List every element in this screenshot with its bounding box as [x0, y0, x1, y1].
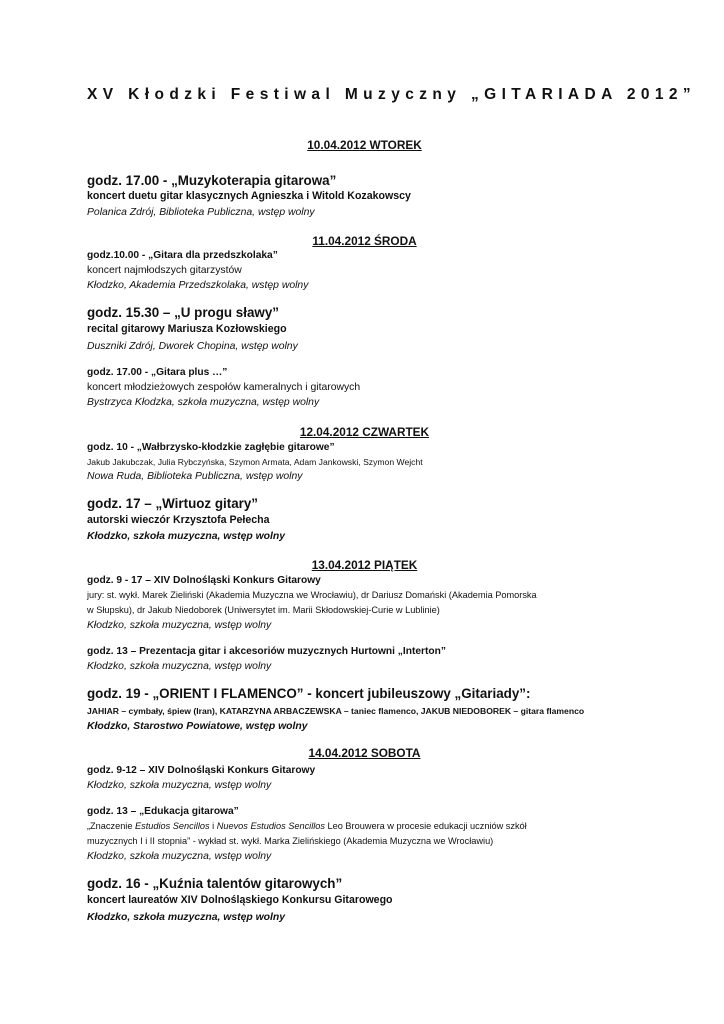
event-description: recital gitarowy Mariusza Kozłowskiego	[87, 323, 287, 335]
event-performers: Jakub Jakubczak, Julia Rybczyńska, Szymon Armata, Adam Jankowski, Szymon Wejcht	[87, 457, 423, 467]
event-description: autorski wieczór Krzysztofa Pełecha	[87, 514, 270, 526]
page-title: XV Kłodzki Festiwal Muzyczny „GITARIADA 2012”	[87, 86, 697, 103]
day-heading-wednesday: 11.04.2012 ŚRODA	[312, 234, 417, 248]
day-heading-saturday: 14.04.2012 SOBOTA	[308, 746, 421, 760]
event-venue: Kłodzko, szkoła muzyczna, wstęp wolny	[87, 661, 272, 672]
day-heading-friday: 13.04.2012 PIĄTEK	[311, 558, 418, 572]
event-venue: Nowa Ruda, Biblioteka Publiczna, wstęp wolny	[87, 471, 303, 482]
event-jury-line-1: jury: st. wykł. Marek Zieliński (Akademia Muzyczna we Wrocławiu), dr Dariusz Domański (Akademia Pomorska	[87, 590, 537, 600]
event-title: godz. 9 - 17 – XIV Dolnośląski Konkurs Gitarowy	[87, 575, 321, 586]
event-title: godz. 13 – „Edukacja gitarowa”	[87, 806, 239, 817]
event-venue: Bystrzyca Kłodzka, szkoła muzyczna, wstęp wolny	[87, 397, 320, 408]
text-segment: „Znaczenie	[87, 821, 136, 831]
event-title: godz. 19 - „ORIENT I FLAMENCO” - koncert jubileuszowy „Gitariady”:	[87, 686, 531, 701]
event-jury-line-2: w Słupsku), dr Jakub Niedoborek (Uniwersytet im. Marii Skłodowskiej-Curie w Lublinie)	[87, 605, 440, 615]
event-venue: Kłodzko, szkoła muzyczna, wstęp wolny	[87, 851, 272, 862]
event-title: godz. 13 – Prezentacja gitar i akcesoriów muzycznych Hurtowni „Interton”	[87, 646, 446, 657]
text-segment-italic: Estudios Sencillos	[135, 821, 210, 831]
event-title: godz. 10 - „Wałbrzysko-kłodzkie zagłębie gitarowe”	[87, 442, 335, 453]
text-segment: Leo Brouwera w procesie edukacji uczniów szkół	[325, 821, 527, 831]
event-venue: Kłodzko, Starostwo Powiatowe, wstęp wolny	[87, 721, 308, 732]
event-venue: Duszniki Zdrój, Dworek Chopina, wstęp wolny	[87, 341, 298, 352]
day-heading-thursday: 12.04.2012 CZWARTEK	[299, 425, 430, 439]
event-title: godz.10.00 - „Gitara dla przedszkolaka”	[87, 250, 278, 261]
event-title: godz. 17 – „Wirtuoz gitary”	[87, 496, 258, 511]
event-description: koncert młodzieżowych zespołów kameralnych i gitarowych	[87, 382, 361, 393]
event-venue: Kłodzko, szkoła muzyczna, wstęp wolny	[87, 780, 272, 791]
event-description: koncert duetu gitar klasycznych Agnieszka i Witold Kozakowscy	[87, 190, 411, 202]
event-venue: Kłodzko, szkoła muzyczna, wstęp wolny	[87, 912, 286, 923]
lecture-description-line-2: muzycznych I i II stopnia” - wykład st. wykł. Marka Zielińskiego (Akademia Muzyczna we Wrocławiu)	[87, 836, 494, 846]
event-venue: Kłodzko, Akademia Przedszkolaka, wstęp wolny	[87, 280, 309, 291]
event-venue: Kłodzko, szkoła muzyczna, wstęp wolny	[87, 620, 272, 631]
event-venue: Polanica Zdrój, Biblioteka Publiczna, wstęp wolny	[87, 207, 315, 218]
lecture-description-line-1	[87, 820, 527, 833]
text-segment: i	[209, 821, 217, 831]
text-segment-italic: Nuevos Estudios Sencillos	[216, 821, 325, 831]
event-description: koncert laureatów XIV Dolnośląskiego Konkursu Gitarowego	[87, 894, 393, 906]
event-description: koncert najmłodszych gitarzystów	[87, 265, 242, 276]
event-title: godz. 17.00 - „Gitara plus …”	[87, 367, 228, 378]
event-title: godz. 17.00 - „Muzykoterapia gitarowa”	[87, 173, 337, 188]
event-title: godz. 9-12 – XIV Dolnośląski Konkurs Gitarowy	[87, 765, 316, 776]
event-venue: Kłodzko, szkoła muzyczna, wstęp wolny	[87, 531, 286, 542]
event-title: godz. 15.30 – „U progu sławy”	[87, 305, 279, 320]
event-title: godz. 16 - „Kuźnia talentów gitarowych”	[87, 876, 343, 891]
day-heading-tuesday: 10.04.2012 WTOREK	[307, 138, 422, 152]
event-performers: JAHIAR – cymbały, śpiew (Iran), KATARZYNA ARBACZEWSKA – taniec flamenco, JAKUB NIEDOBOREK – gitara flamenco	[87, 706, 585, 716]
